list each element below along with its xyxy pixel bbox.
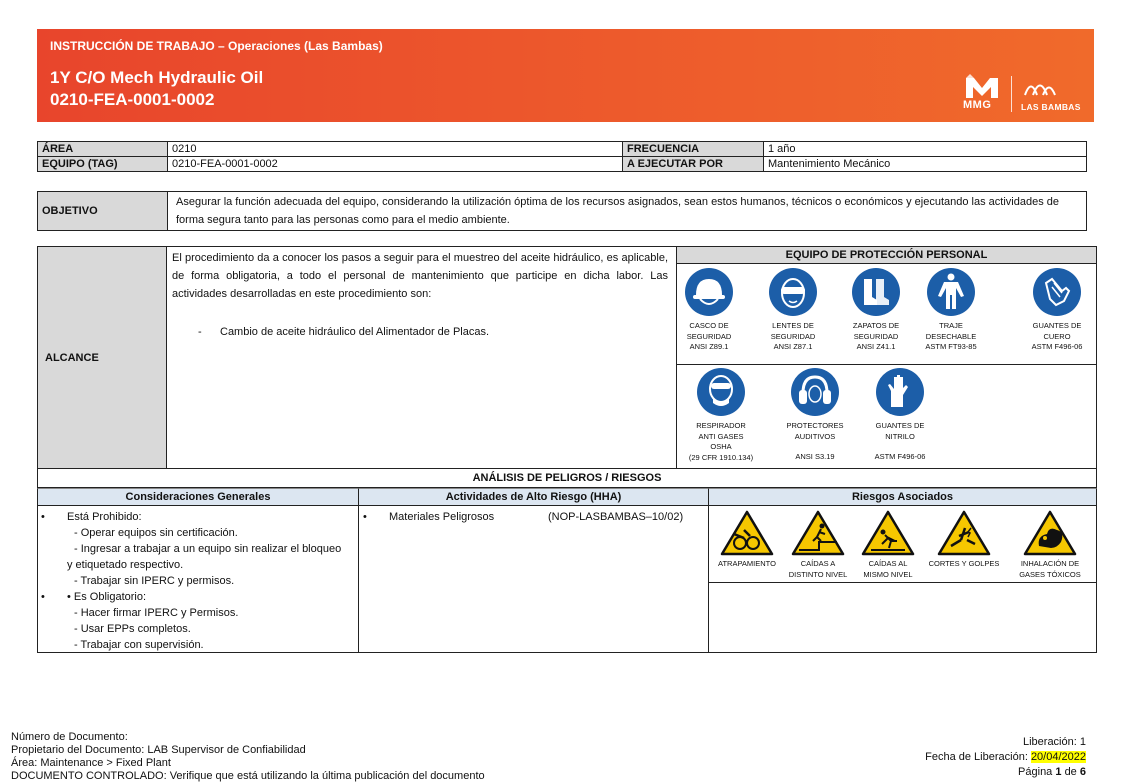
general-considerations xyxy=(37,506,359,653)
doc-area: Área: Maintenance > Fixed Plant xyxy=(11,757,171,769)
logo-divider xyxy=(1011,76,1012,112)
ppe-standard: ANSI Z87.1 xyxy=(773,342,813,351)
risk-label: CORTES Y GOLPES xyxy=(928,559,1000,568)
risks-divider xyxy=(709,582,1096,583)
risk-label: CAÍDAS AL xyxy=(868,559,908,568)
obligatorio-heading: • • Es Obligatorio: xyxy=(41,591,147,603)
header-banner xyxy=(37,29,1094,122)
risk-label: DISTINTO NIVEL xyxy=(788,570,848,579)
ppe-standard: OSHA xyxy=(710,442,732,451)
epp-title: EQUIPO DE PROTECCIÓN PERSONAL xyxy=(677,247,1096,264)
las-bambas-logo-icon xyxy=(1023,76,1057,96)
entrapment-icon xyxy=(720,510,774,556)
epp-row-divider xyxy=(677,364,1096,365)
risk-label: GASES TÓXICOS xyxy=(1019,570,1081,579)
bullet: • xyxy=(41,511,45,523)
risk-item-fall-height xyxy=(778,510,858,580)
page-number: Página 1 de 6 xyxy=(1018,766,1086,778)
ppe-label: CUERO xyxy=(1043,331,1071,341)
ppe-standard: ANSI Z89.1 xyxy=(689,342,729,351)
alcance-label: ALCANCE xyxy=(37,246,167,469)
info-table xyxy=(37,141,1087,172)
associated-risks xyxy=(708,506,1097,653)
document-footer-info xyxy=(11,731,485,783)
frecuencia-value: 1 año xyxy=(764,142,1087,157)
objetivo-text: Asegurar la función adecuada del equipo, considerando la utilización óptima de los recursos asignados, sean estos humanos, técnicos o económicos y ejecutando las actividades de forma segura tanto para las personas como para el medio ambiente. xyxy=(168,192,1087,231)
ppe-item-coverall xyxy=(906,267,996,353)
alcance-text: El procedimiento da a conocer los pasos a seguir para el muestreo del aceite hidráulico, es aplicable, de forma obligatoria, a todo el personal de mantenimiento que participe en dicha labor. Las actividades desarrolladas en este procedimiento son: xyxy=(172,252,668,300)
ppe-label: NITRILO xyxy=(885,431,915,441)
document-title xyxy=(50,67,263,111)
risk-item-toxic-gas xyxy=(1010,510,1090,580)
risk-item-cuts xyxy=(924,510,1004,569)
alcance-text-cell xyxy=(166,246,677,469)
col-header-general: Consideraciones Generales xyxy=(37,488,359,506)
col-header-hha: Actividades de Alto Riesgo (HHA) xyxy=(358,488,709,506)
frecuencia-label: FRECUENCIA xyxy=(623,142,764,157)
alcance-item-dash: - xyxy=(198,326,202,338)
document-footer-release xyxy=(925,735,1086,780)
prohibido-item: - Operar equipos sin certificación. xyxy=(74,527,238,539)
col-header-risks: Riesgos Asociados xyxy=(708,488,1097,506)
ppe-label: SEGURIDAD xyxy=(770,331,816,341)
las-bambas-logo-text: LAS BAMBAS xyxy=(1021,102,1081,112)
ppe-label: AUDITIVOS xyxy=(794,431,836,441)
risk-item-fall-same-level xyxy=(848,510,928,580)
risk-label: ATRAPAMIENTO xyxy=(718,559,776,568)
ppe-label: RESPIRADOR xyxy=(696,421,746,430)
area-label: ÁREA xyxy=(38,142,168,157)
equipo-value: 0210-FEA-0001-0002 xyxy=(168,157,623,172)
toxic-gas-icon xyxy=(1023,510,1077,556)
mmg-logo-text: MMG xyxy=(963,99,992,111)
ejecutar-value: Mantenimiento Mecánico xyxy=(764,157,1087,172)
risk-label: MISMO NIVEL xyxy=(863,570,913,579)
epp-panel xyxy=(676,246,1097,469)
ppe-label: GUANTES DE xyxy=(1032,321,1082,330)
goggles-icon xyxy=(768,267,818,317)
high-risk-activities xyxy=(358,506,709,653)
mmg-logo-icon xyxy=(964,74,1000,100)
company-logo xyxy=(961,74,1091,114)
ppe-label: ZAPATOS DE xyxy=(852,321,900,330)
document-type: INSTRUCCIÓN DE TRABAJO – Operaciones (Las Bambas) xyxy=(50,39,383,53)
ppe-item-ear-protection xyxy=(770,367,860,463)
risk-item-entrapment xyxy=(707,510,787,569)
hha-item-text: Materiales Peligrosos xyxy=(389,511,495,523)
obligatorio-item: - Hacer firmar IPERC y Permisos. xyxy=(74,607,239,619)
ppe-item-respirator xyxy=(676,367,766,463)
ear-protection-icon xyxy=(790,367,840,417)
controlled-doc-notice: DOCUMENTO CONTROLADO: Verifique que está utilizando la última publicación del documento xyxy=(11,770,485,782)
ppe-standard: (29 CFR 1910.134) xyxy=(688,452,754,462)
release-date-value: 20/04/2022 xyxy=(1030,751,1086,763)
risk-label: CAÍDAS A xyxy=(800,559,836,568)
cuts-icon xyxy=(937,510,991,556)
area-value: 0210 xyxy=(168,142,623,157)
title-line-1: 1Y C/O Mech Hydraulic Oil xyxy=(50,68,264,87)
ppe-item-helmet xyxy=(664,267,754,353)
bullet: • xyxy=(363,511,367,523)
release-number: Liberación: 1 xyxy=(1022,736,1086,748)
ppe-standard: ANSI Z41.1 xyxy=(856,342,896,351)
ppe-item-goggles xyxy=(748,267,838,353)
equipo-label: EQUIPO (TAG) xyxy=(38,157,168,172)
ppe-item-leather-gloves xyxy=(1012,267,1102,353)
fall-same-level-icon xyxy=(861,510,915,556)
release-date: Fecha de Liberación: 20/04/2022 xyxy=(925,751,1086,763)
doc-owner: Propietario del Documento: LAB Supervisor de Confiabilidad xyxy=(11,744,306,756)
prohibido-item: - Trabajar sin IPERC y permisos. xyxy=(74,575,235,587)
ppe-label: DESECHABLE xyxy=(925,331,977,341)
fall-height-icon xyxy=(791,510,845,556)
objetivo-table xyxy=(37,191,1087,231)
bullet: • xyxy=(41,591,45,603)
ppe-label: SEGURIDAD xyxy=(686,331,732,341)
nitrile-gloves-icon xyxy=(875,367,925,417)
boots-icon xyxy=(851,267,901,317)
ppe-standard: ASTM F496-06 xyxy=(1031,342,1083,351)
leather-gloves-icon xyxy=(1032,267,1082,317)
respirator-icon xyxy=(696,367,746,417)
obligatorio-item: - Usar EPPs completos. xyxy=(74,623,191,635)
doc-number: Número de Documento: xyxy=(11,731,128,743)
ppe-label: ANTI GASES xyxy=(698,431,744,441)
hazard-analysis-title: ANÁLISIS DE PELIGROS / RIESGOS xyxy=(37,469,1097,488)
risk-label: INHALACIÓN DE xyxy=(1020,559,1080,568)
obligatorio-item: - Trabajar con supervisión. xyxy=(74,639,204,651)
coverall-icon xyxy=(926,267,976,317)
ppe-standard: ANSI S3.19 xyxy=(795,452,835,461)
ppe-item-nitrile-gloves xyxy=(855,367,945,463)
prohibido-item-continued: y etiquetado respectivo. xyxy=(67,559,184,571)
title-line-2: 0210-FEA-0001-0002 xyxy=(50,90,215,109)
alcance-item-text: Cambio de aceite hidráulico del Alimentador de Placas. xyxy=(220,326,490,338)
prohibido-heading: • Está Prohibido: xyxy=(41,511,142,523)
ppe-label: LENTES DE xyxy=(772,321,814,330)
hha-code: (NOP-LASBAMBAS–10/02) xyxy=(548,511,684,523)
objetivo-label: OBJETIVO xyxy=(38,192,168,231)
ppe-label: PROTECTORES xyxy=(786,421,844,430)
prohibido-item: - Ingresar a trabajar a un equipo sin realizar el bloqueo xyxy=(74,543,342,555)
helmet-icon xyxy=(684,267,734,317)
ppe-label: CASCO DE xyxy=(689,321,729,330)
ppe-label: TRAJE xyxy=(939,321,963,330)
ppe-standard: ASTM F496-06 xyxy=(874,452,926,461)
alcance-item xyxy=(198,323,489,341)
ppe-label: GUANTES DE xyxy=(875,421,925,430)
ppe-standard: ASTM FT93-85 xyxy=(925,342,977,351)
ppe-label: SEGURIDAD xyxy=(853,331,899,341)
ejecutar-label: A EJECUTAR POR xyxy=(623,157,764,172)
